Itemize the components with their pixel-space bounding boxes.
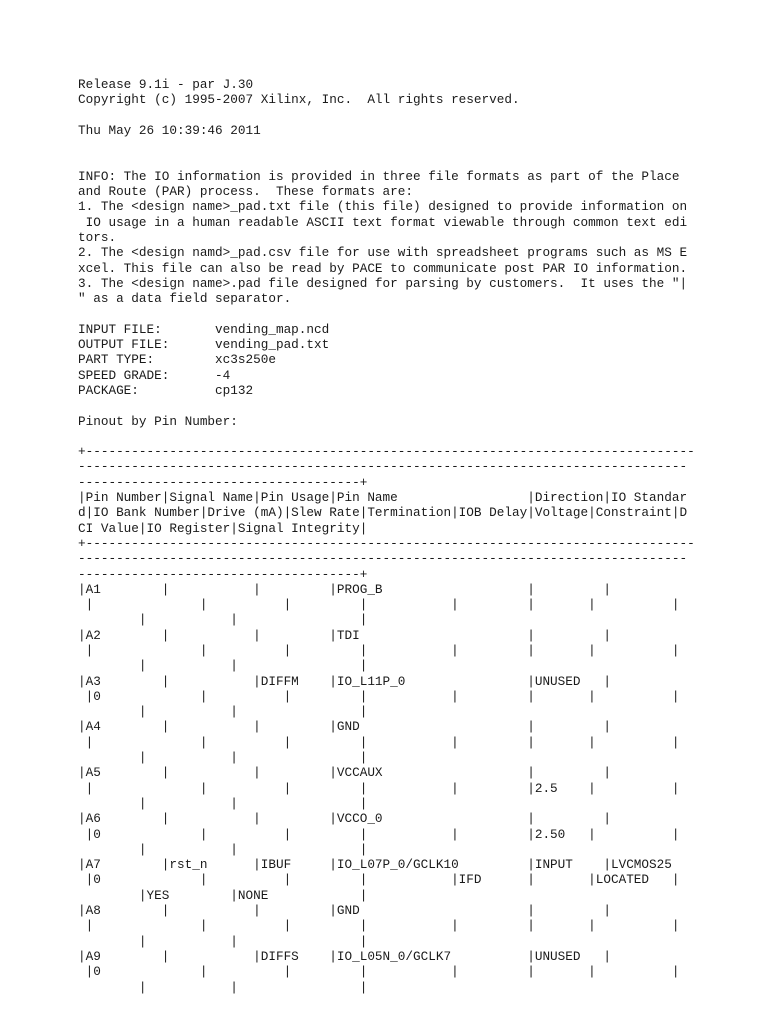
info-line: IO usage in a human readable ASCII text format viewable through common text edi <box>78 214 688 230</box>
table-row-line: | | | | | | | | <box>78 597 680 613</box>
table-row-line: |0 | | | | | | | <box>78 688 680 704</box>
timestamp-line: Thu May 26 10:39:46 2011 <box>78 122 261 138</box>
input-file-line: INPUT FILE: vending_map.ncd <box>78 321 330 337</box>
table-border-mid: -------------------------------------------------------------------------------- <box>78 551 688 567</box>
part-type-line: PART TYPE: xc3s250e <box>78 352 276 368</box>
pinout-table <box>78 444 718 995</box>
info-block <box>78 169 718 307</box>
file-info-block <box>78 322 718 398</box>
table-row-line: |A6 | | |VCCO_0 | | <box>78 811 688 827</box>
info-line: xcel. This file can also be read by PACE to communicate post PAR IO information. <box>78 260 688 276</box>
table-row-line: |A3 | |DIFFM |IO_L11P_0 |UNUSED | <box>78 673 688 689</box>
blank-line <box>78 398 718 413</box>
table-header: CI Value|IO Register|Signal Integrity| <box>78 520 368 536</box>
table-row-line: |A8 | | |GND | | <box>78 903 688 919</box>
blank-line <box>78 429 718 444</box>
info-line: " as a data field separator. <box>78 291 292 307</box>
table-border-top: +-------------------------------------------------------------------------------- <box>78 444 695 460</box>
table-row-line: | | | <box>78 795 368 811</box>
table-row-line: | | | <box>78 704 368 720</box>
table-row-line: |0 | | | | |2.50 | | <box>78 826 680 842</box>
package-line: PACKAGE: cp132 <box>78 382 254 398</box>
table-row-line: |YES |NONE | <box>78 887 368 903</box>
table-row-line: | | | <box>78 933 368 949</box>
table-row <box>78 674 718 720</box>
blank-line <box>78 138 718 153</box>
copyright-line: Copyright (c) 1995-2007 Xilinx, Inc. All rights reserved. <box>78 92 520 108</box>
table-row-line: | | | <box>78 612 368 628</box>
pinout-title: Pinout by Pin Number: <box>78 413 238 429</box>
table-row-line: |A5 | | |VCCAUX | | <box>78 765 688 781</box>
table-row-line: | | | <box>78 841 368 857</box>
info-line: INFO: The IO information is provided in three file formats as part of the Place <box>78 168 680 184</box>
table-row-line: | | | | | | | | <box>78 734 680 750</box>
table-row <box>78 949 718 995</box>
table-row-line: |0 | | | | | | | <box>78 964 680 980</box>
info-line: and Route (PAR) process. These formats are: <box>78 184 414 200</box>
table-header: d|IO Bank Number|Drive (mA)|Slew Rate|Termination|IOB Delay|Voltage|Constraint|D <box>78 505 688 521</box>
pad-report-document <box>78 77 718 995</box>
table-row-line: | | | | | | | | <box>78 642 680 658</box>
table-border-top: -------------------------------------+ <box>78 474 368 490</box>
table-row-line: |A1 | | |PROG_B | | <box>78 581 688 597</box>
table-border-mid: -------------------------------------+ <box>78 566 368 582</box>
table-row-line: |A4 | | |GND | | <box>78 719 688 735</box>
table-row <box>78 628 718 674</box>
table-header: |Pin Number|Signal Name|Pin Usage|Pin Name |Direction|IO Standar <box>78 490 688 506</box>
table-row-line: | | | <box>78 979 368 995</box>
info-line: 2. The <design namd>_pad.csv file for use with spreadsheet programs such as MS E <box>78 245 688 261</box>
info-line: 3. The <design name>.pad file designed for parsing by customers. It uses the "| <box>78 275 688 291</box>
table-row <box>78 765 718 811</box>
table-row-line: |0 | | | |IFD | |LOCATED | <box>78 872 680 888</box>
table-row <box>78 582 718 628</box>
table-border-top: -------------------------------------------------------------------------------- <box>78 459 688 475</box>
table-row-line: | | | <box>78 658 368 674</box>
table-row-line: | | | | | |2.5 | | <box>78 780 680 796</box>
table-row-line: | | | <box>78 750 368 766</box>
output-file-line: OUTPUT FILE: vending_pad.txt <box>78 337 330 353</box>
table-row-line: |A2 | | |TDI | | <box>78 627 688 643</box>
speed-grade-line: SPEED GRADE: -4 <box>78 367 231 383</box>
release-line: Release 9.1i - par J.30 <box>78 77 254 92</box>
table-row-line: | | | | | | | | <box>78 918 680 934</box>
table-row <box>78 811 718 857</box>
blank-line <box>78 153 718 168</box>
blank-line <box>78 306 718 321</box>
info-line: tors. <box>78 229 117 245</box>
table-row <box>78 857 718 903</box>
blank-line <box>78 108 718 123</box>
table-border-mid: +-------------------------------------------------------------------------------- <box>78 535 695 551</box>
table-row-line: |A9 | |DIFFS |IO_L05N_0/GCLK7 |UNUSED | <box>78 948 688 964</box>
info-line: 1. The <design name>_pad.txt file (this file) designed to provide information on <box>78 199 688 215</box>
table-row-line: |A7 |rst_n |IBUF |IO_L07P_0/GCLK10 |INPUT |LVCMOS25 <box>78 857 688 873</box>
table-row <box>78 719 718 765</box>
table-row <box>78 903 718 949</box>
